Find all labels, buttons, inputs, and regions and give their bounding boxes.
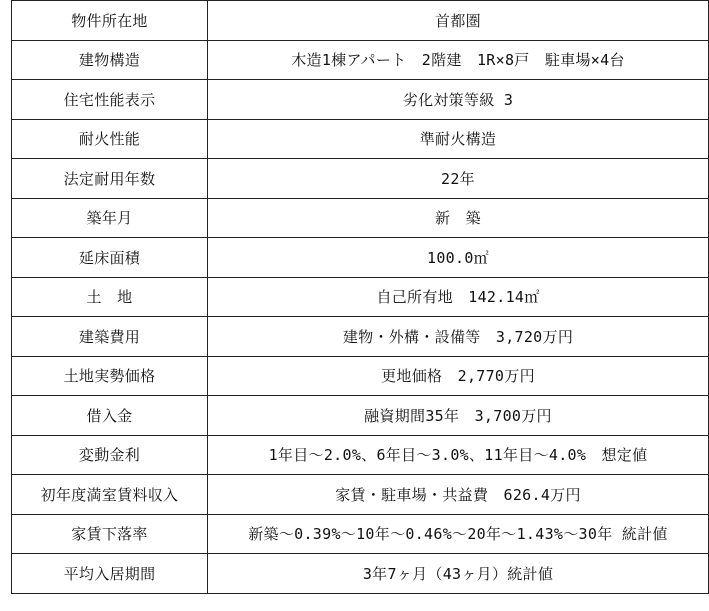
row-label: 土地実勢価格 bbox=[12, 356, 208, 396]
table-row-fire-resistance bbox=[12, 119, 709, 159]
row-label: 耐火性能 bbox=[12, 119, 208, 159]
row-label: 築年月 bbox=[12, 198, 208, 238]
table-row-first-year-income bbox=[12, 475, 709, 515]
table-row-build-date bbox=[12, 198, 709, 238]
table-row-land-price bbox=[12, 356, 709, 396]
table-row-floor-area bbox=[12, 238, 709, 278]
table-row-variable-rate bbox=[12, 435, 709, 475]
table-row-rent-decline bbox=[12, 514, 709, 554]
row-value: 更地価格 2,770万円 bbox=[208, 356, 709, 396]
row-label: 法定耐用年数 bbox=[12, 159, 208, 199]
property-spec-sheet bbox=[11, 0, 708, 609]
row-label: 平均入居期間 bbox=[12, 554, 208, 594]
row-label: 建築費用 bbox=[12, 317, 208, 357]
row-value: 建物・外構・設備等 3,720万円 bbox=[208, 317, 709, 357]
row-label: 初年度満室賃料収入 bbox=[12, 475, 208, 515]
row-value: 木造1棟アパート 2階建 1R×8戸 駐車場×4台 bbox=[208, 40, 709, 80]
row-value: 劣化対策等級 3 bbox=[208, 80, 709, 120]
row-label: 物件所在地 bbox=[12, 1, 208, 41]
row-value: 準耐火構造 bbox=[208, 119, 709, 159]
row-value: 1年目～2.0%、6年目～3.0%、11年目～4.0% 想定値 bbox=[208, 435, 709, 475]
row-value: 首都圏 bbox=[208, 1, 709, 41]
table-row-loan bbox=[12, 396, 709, 436]
row-label: 住宅性能表示 bbox=[12, 80, 208, 120]
table-row-construction-cost bbox=[12, 317, 709, 357]
row-value: 22年 bbox=[208, 159, 709, 199]
row-label: 土 地 bbox=[12, 277, 208, 317]
row-value: 新 築 bbox=[208, 198, 709, 238]
row-value: 家賃・駐車場・共益費 626.4万円 bbox=[208, 475, 709, 515]
row-label: 延床面積 bbox=[12, 238, 208, 278]
table-row-location bbox=[12, 1, 709, 41]
row-label: 変動金利 bbox=[12, 435, 208, 475]
table-row-land bbox=[12, 277, 709, 317]
row-value: 融資期間35年 3,700万円 bbox=[208, 396, 709, 436]
property-spec-table bbox=[11, 0, 709, 594]
row-value: 3年7ヶ月（43ヶ月）統計値 bbox=[208, 554, 709, 594]
row-value: 自己所有地 142.14㎡ bbox=[208, 277, 709, 317]
table-row-performance-rating bbox=[12, 80, 709, 120]
row-label: 借入金 bbox=[12, 396, 208, 436]
row-value: 100.0㎡ bbox=[208, 238, 709, 278]
table-row-structure bbox=[12, 40, 709, 80]
row-value: 新築～0.39%～10年～0.46%～20年～1.43%～30年 統計値 bbox=[208, 514, 709, 554]
row-label: 建物構造 bbox=[12, 40, 208, 80]
table-row-useful-life bbox=[12, 159, 709, 199]
row-label: 家賃下落率 bbox=[12, 514, 208, 554]
table-row-average-tenancy bbox=[12, 554, 709, 594]
